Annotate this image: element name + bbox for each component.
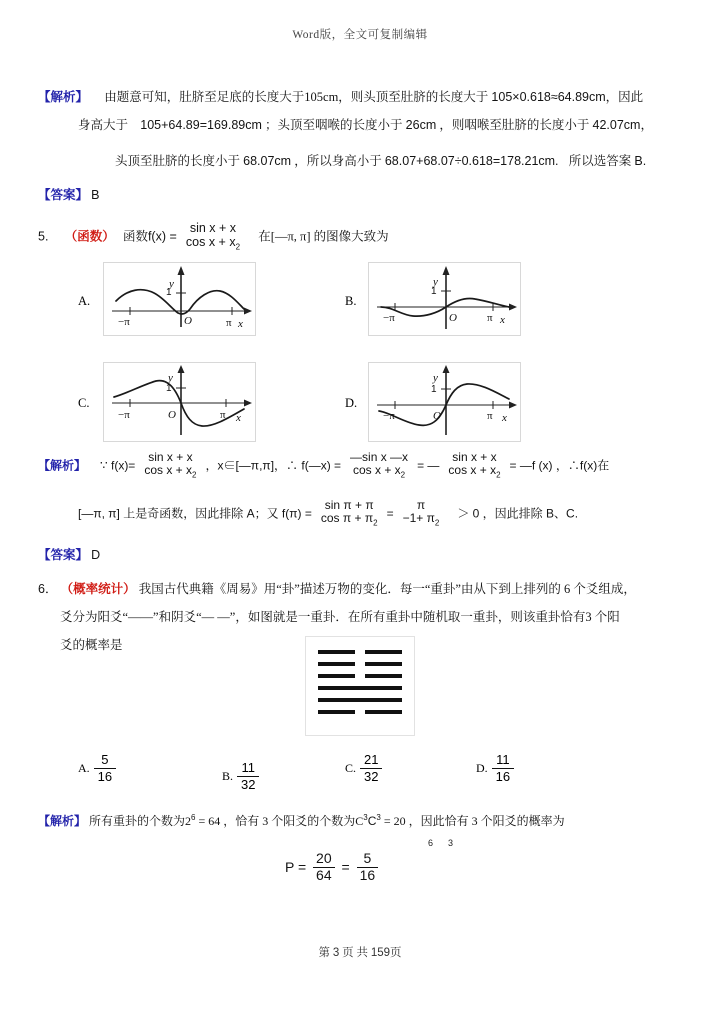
q6-sol-l1d: = 20 ，因此恰有 3 个阳爻的概率为 — [383, 814, 565, 828]
q6-line1: 我国古代典籍《周易》用“卦”描述万物的变化．每一“重卦”由从下到上排列的 6 个爻组成， — [138, 582, 636, 596]
q6-stem-line1 — [38, 580, 636, 599]
answer-tag: 【答案】 — [38, 188, 89, 202]
svg-text:π: π — [220, 409, 226, 421]
q6-solution-line1 — [38, 812, 565, 830]
q5-sol-frac-1 — [141, 451, 199, 481]
q4-answer-value: B — [91, 188, 100, 202]
q5-sol-s7: = —f (x) ，∴f(x)在 — [509, 458, 610, 473]
q6-option-b-den: 32 — [241, 777, 256, 793]
q5-formula-fraction — [183, 221, 243, 252]
q5-formula-denominator: $\cos x + x_2$ — [185, 235, 241, 252]
q5-sol-frac1-den: $\cos x + x_2$ — [144, 463, 197, 480]
q5-answer-tag: 【答案】 — [38, 548, 89, 562]
q6-sol-fraction-2 — [357, 851, 379, 883]
svg-text:y: y — [169, 278, 174, 290]
q6-option-d[interactable] — [476, 752, 514, 786]
footer-page-number: 3 — [332, 947, 340, 959]
q4-solution-line2 — [78, 116, 653, 135]
q6-sol-p-label: P = — [285, 858, 307, 875]
q4-solution-line1 — [38, 88, 643, 107]
q6-sol-l1a: 所有重卦的个数为2 — [89, 814, 192, 828]
q5-stem-b: 在[—π, π] 的图像大致为 — [258, 229, 389, 244]
q6-sol-l1c: C — [367, 814, 377, 828]
q5-category: （函数） — [64, 229, 115, 244]
q6-option-d-den: 16 — [495, 769, 511, 785]
q5-sol-l2a: [—π, π] 上是奇函数，因此排除 A；又 f(π) = — [78, 506, 312, 521]
q5-sol-s3: ，x∈[—π,π]，∴ f(—x) = — [205, 458, 342, 473]
q5-stem — [38, 222, 389, 253]
q4-line3-c: ，所以身高小于 — [294, 154, 382, 168]
q6-option-c-label: C. — [345, 761, 357, 776]
q6-option-c-den: 32 — [364, 769, 379, 785]
q6-sol-frac1-den: 64 — [316, 866, 332, 883]
q6-option-a-num: 5 — [94, 752, 116, 769]
q5-sol-frac4-num: sin π + π — [324, 498, 374, 512]
q4-line2-b: 105+64.89=169.89cm — [140, 118, 262, 132]
q6-stem-line2 — [60, 608, 620, 627]
q4-line2-d: 26cm — [405, 118, 437, 132]
svg-text:−π: −π — [383, 312, 395, 324]
analysis-tag: 【解析】 — [38, 90, 89, 104]
q5-sol-frac-2 — [347, 451, 411, 481]
q5-sol-frac4-den: $\cos \pi + \pi_2$ — [320, 511, 378, 528]
q5-sol-frac2-num: —sin x —x — [350, 450, 409, 464]
svg-text:x: x — [500, 314, 505, 326]
q6-sol-l1b: = 64 ，恰有 3 个阳爻的个数为C — [198, 814, 364, 828]
svg-text:O: O — [433, 410, 441, 422]
q4-line2-f: 42.07cm， — [592, 118, 653, 132]
q5-formula-numerator: sin x + x — [189, 221, 237, 235]
q6-sol-frac2-num: 5 — [357, 851, 379, 868]
footer-suffix: 页 — [390, 947, 402, 959]
q6-option-a[interactable] — [78, 752, 116, 786]
q6-option-c-fraction — [360, 752, 382, 786]
q5-solution-line1 — [38, 452, 609, 482]
q6-option-b-label: B. — [222, 769, 234, 784]
footer-middle: 页 共 — [342, 947, 368, 959]
svg-text:1: 1 — [431, 286, 437, 297]
svg-text:y: y — [433, 276, 438, 288]
svg-text:x: x — [238, 318, 243, 330]
q5-option-a-graph[interactable] — [103, 262, 256, 336]
hexagram-line-5 — [318, 658, 402, 670]
svg-text:x: x — [236, 412, 241, 424]
q6-option-d-fraction — [492, 752, 514, 786]
q5-option-c-label: C. — [78, 396, 90, 410]
page-header-watermark: Word版，全文可复制编辑 — [292, 29, 428, 41]
q4-solution-line3 — [115, 152, 646, 171]
q5-sol-l2eq: = — [386, 506, 394, 521]
q6-option-c[interactable] — [345, 752, 382, 786]
q4-line3-e: 所以选答案 — [568, 154, 632, 168]
svg-text:O: O — [168, 409, 176, 421]
q5-option-a-label: A. — [78, 294, 91, 308]
q6-number: 6． — [38, 582, 58, 596]
q6-sol-subscript-6: 6 — [428, 838, 434, 848]
q6-option-b[interactable] — [222, 760, 259, 794]
svg-text:x: x — [502, 412, 507, 424]
q5-option-b-label: B. — [345, 294, 357, 308]
q5-sol-frac5-num: π — [416, 498, 426, 512]
q4-line2-c: ；头顶至咽喉的长度小于 — [265, 118, 403, 132]
q5-sol-frac3-num: sin x + x — [452, 450, 497, 464]
q5-solution-line2 — [78, 500, 578, 530]
q5-sol-frac2-den: $\cos x + x_2$ — [352, 463, 406, 480]
q4-line3-a: 头顶至肚脐的长度小于 — [115, 154, 241, 168]
svg-text:O: O — [184, 315, 192, 327]
hexagram-line-6 — [318, 646, 402, 658]
q6-analysis-tag: 【解析】 — [38, 814, 87, 828]
hexagram-line-2 — [318, 694, 402, 706]
q5-sol-frac3-den: $\cos x + x_2$ — [448, 463, 501, 480]
q5-option-d-label: D. — [345, 396, 358, 410]
q6-sol-subscript-3: 3 — [448, 838, 454, 848]
q4-line1-text-b: 105×0.618≈64.89cm，因此 — [491, 90, 644, 104]
q6-sol-frac1-num: 20 — [313, 851, 335, 868]
q6-solution-probability — [285, 852, 381, 884]
q6-line3: 爻的概率是 — [60, 638, 123, 652]
q5-analysis-tag: 【解析】 — [38, 458, 87, 473]
svg-text:−π: −π — [118, 316, 130, 328]
svg-text:1: 1 — [431, 384, 437, 395]
svg-text:π: π — [487, 312, 493, 324]
hexagram-line-4 — [318, 670, 402, 682]
q6-sol-c-sup-3b: 3 — [376, 813, 381, 822]
footer-total-pages: 159 — [370, 947, 391, 959]
q6-option-c-num: 21 — [360, 752, 382, 769]
q6-option-d-num: 11 — [492, 752, 514, 769]
q6-category: （概率统计） — [60, 582, 136, 596]
q5-option-c-graph[interactable] — [103, 362, 256, 442]
q5-sol-s5: = — — [417, 458, 440, 473]
svg-text:y: y — [168, 372, 173, 384]
q6-sol-fraction-1 — [313, 851, 335, 883]
q4-line2-e: ，则咽喉至肚脐的长度小于 — [439, 118, 590, 132]
q4-line1-text-a: 由题意可知，肚脐至足底的长度大于105cm，则头顶至肚脐的长度大于 — [104, 90, 489, 104]
q5-sol-frac-3 — [445, 451, 503, 481]
svg-text:1: 1 — [166, 287, 172, 298]
q6-sol-c-sup-3: 3 — [363, 813, 368, 822]
q6-sol-p-eq: = — [341, 858, 350, 875]
q6-option-a-den: 16 — [97, 769, 113, 785]
q6-option-a-fraction — [94, 752, 116, 786]
q6-option-d-label: D. — [476, 761, 488, 776]
q5-answer-row — [38, 546, 100, 565]
q4-line3-d: 68.07+68.07÷0.618=178.21cm. — [384, 154, 559, 168]
q5-sol-frac-5 — [400, 499, 443, 529]
q5-option-d-graph[interactable] — [368, 362, 521, 442]
q4-line3-b: 68.07cm — [243, 154, 292, 168]
q5-sol-l2b: ＞ 0 ，因此排除 B、C. — [457, 506, 579, 521]
q6-sol-exp-6: 6 — [191, 813, 196, 822]
q6-sol-frac2-den: 16 — [359, 866, 376, 883]
svg-text:1: 1 — [166, 383, 172, 394]
q6-option-a-label: A. — [78, 761, 90, 776]
q4-line2-a: 身高大于 — [78, 118, 129, 132]
q6-stem-line3 — [60, 636, 123, 655]
hexagram-line-1 — [318, 706, 402, 718]
q6-option-b-num: 11 — [237, 760, 259, 777]
q5-sol-frac-4 — [318, 499, 381, 529]
q5-stem-a: 函数f(x) = — [122, 229, 177, 244]
q6-option-b-fraction — [237, 760, 259, 794]
q5-answer-value: D — [91, 548, 101, 562]
svg-text:π: π — [226, 317, 232, 329]
footer-prefix: 第 — [318, 947, 330, 959]
q5-sol-frac1-num: sin x + x — [148, 450, 193, 464]
svg-text:π: π — [487, 410, 493, 422]
svg-text:O: O — [449, 312, 457, 324]
page-footer — [0, 944, 720, 960]
svg-text:−π: −π — [383, 410, 395, 422]
svg-text:−π: −π — [118, 409, 130, 421]
q5-sol-frac5-den: $-1+ \pi_2$ — [402, 511, 440, 528]
q5-sol-s1: ∵ f(x)= — [100, 458, 136, 473]
svg-text:y: y — [433, 372, 438, 384]
hexagram-figure — [305, 636, 415, 736]
hexagram-line-3 — [318, 682, 402, 694]
q4-answer-row — [38, 186, 99, 205]
q5-option-b-graph[interactable] — [368, 262, 521, 336]
q5-number: 5. — [38, 229, 49, 244]
q4-line3-f: B. — [634, 154, 647, 168]
q6-line2: 爻分为阳爻“——”和阴爻“— —”，如图就是一重卦．在所有重卦中随机取一重卦，则该重卦恰有3 个阳 — [60, 610, 620, 624]
